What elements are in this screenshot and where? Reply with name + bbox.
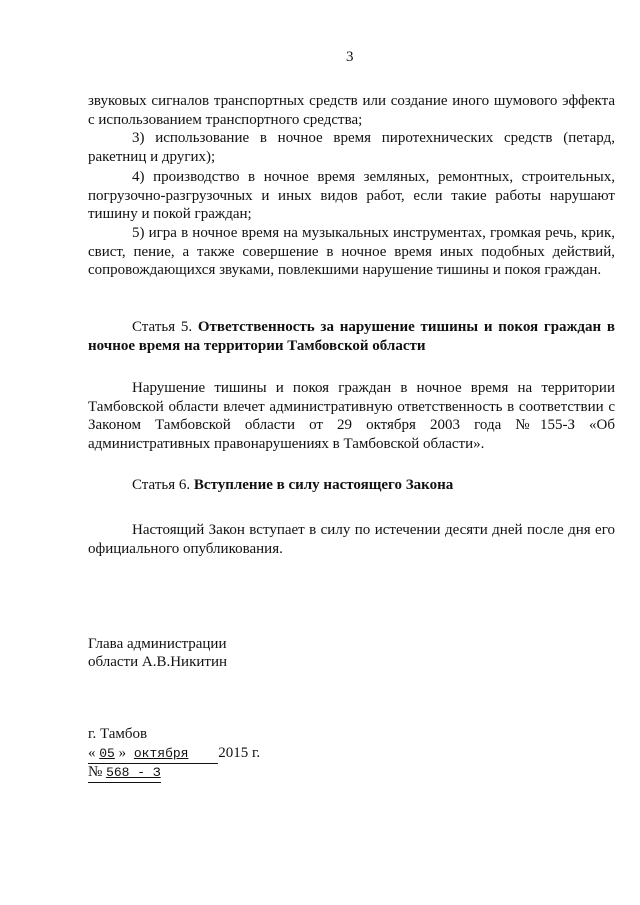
article-5-prefix: Статья 5. bbox=[132, 319, 193, 335]
article-6-body: Настоящий Закон вступает в силу по истечении десяти дней после дня его официального опубликования. bbox=[88, 522, 615, 557]
date-month: октября bbox=[133, 746, 189, 761]
list-item-3: 3) использование в ночное время пиротехнических средств (петард, ракетниц и других); bbox=[88, 130, 615, 165]
date-open-quote: « bbox=[88, 745, 96, 761]
number-sign: № bbox=[88, 764, 103, 780]
date-line bbox=[88, 744, 260, 764]
page-number: 3 bbox=[346, 49, 354, 65]
date-close-quote: » bbox=[118, 745, 127, 761]
signature-line-2: области А.В.Никитин bbox=[88, 654, 228, 670]
list-item-4: 4) производство в ночное время земляных, ремонтных, строительных, погрузочно-разгрузочных и иных видов работ, если такие работы нарушают тишину и покой граждан; bbox=[88, 169, 615, 222]
article-6-prefix: Статья 6. bbox=[132, 477, 191, 493]
article-6-heading bbox=[88, 476, 615, 495]
article-5-title: Ответственность за нарушение тишины и покоя граждан в ночное время на территории Тамбовской области bbox=[88, 319, 615, 354]
date-year: 2015 г. bbox=[218, 745, 261, 761]
place: г. Тамбов bbox=[88, 726, 148, 742]
signature-line-1: Глава администрации bbox=[88, 636, 227, 652]
number-value: 568 - З bbox=[106, 765, 161, 780]
list-item-5: 5) игра в ночное время на музыкальных инструментах, громкая речь, крик, свист, пение, а также совершение в ночное время иных подобных действий, сопровождающихся звуками, повлекшими нарушение тишины и покоя граждан. bbox=[88, 225, 615, 278]
article-5-heading bbox=[88, 318, 615, 356]
paragraph-continuation: звуковых сигналов транспортных средств или создание иного шумового эффекта с использованием транспортного средства; bbox=[88, 93, 615, 128]
date-day: 05 bbox=[99, 746, 115, 761]
signature-block bbox=[88, 635, 227, 671]
article-5-body: Нарушение тишины и покоя граждан в ночное время на территории Тамбовской области влечет административную ответственность в соответствии с Законом Тамбовской области от 29 октября 2003 года №155-З «Об административных правонарушениях в Тамбовской области». bbox=[88, 380, 615, 452]
document-number bbox=[88, 763, 161, 783]
article-6-title: Вступление в силу настоящего Закона bbox=[193, 477, 454, 493]
